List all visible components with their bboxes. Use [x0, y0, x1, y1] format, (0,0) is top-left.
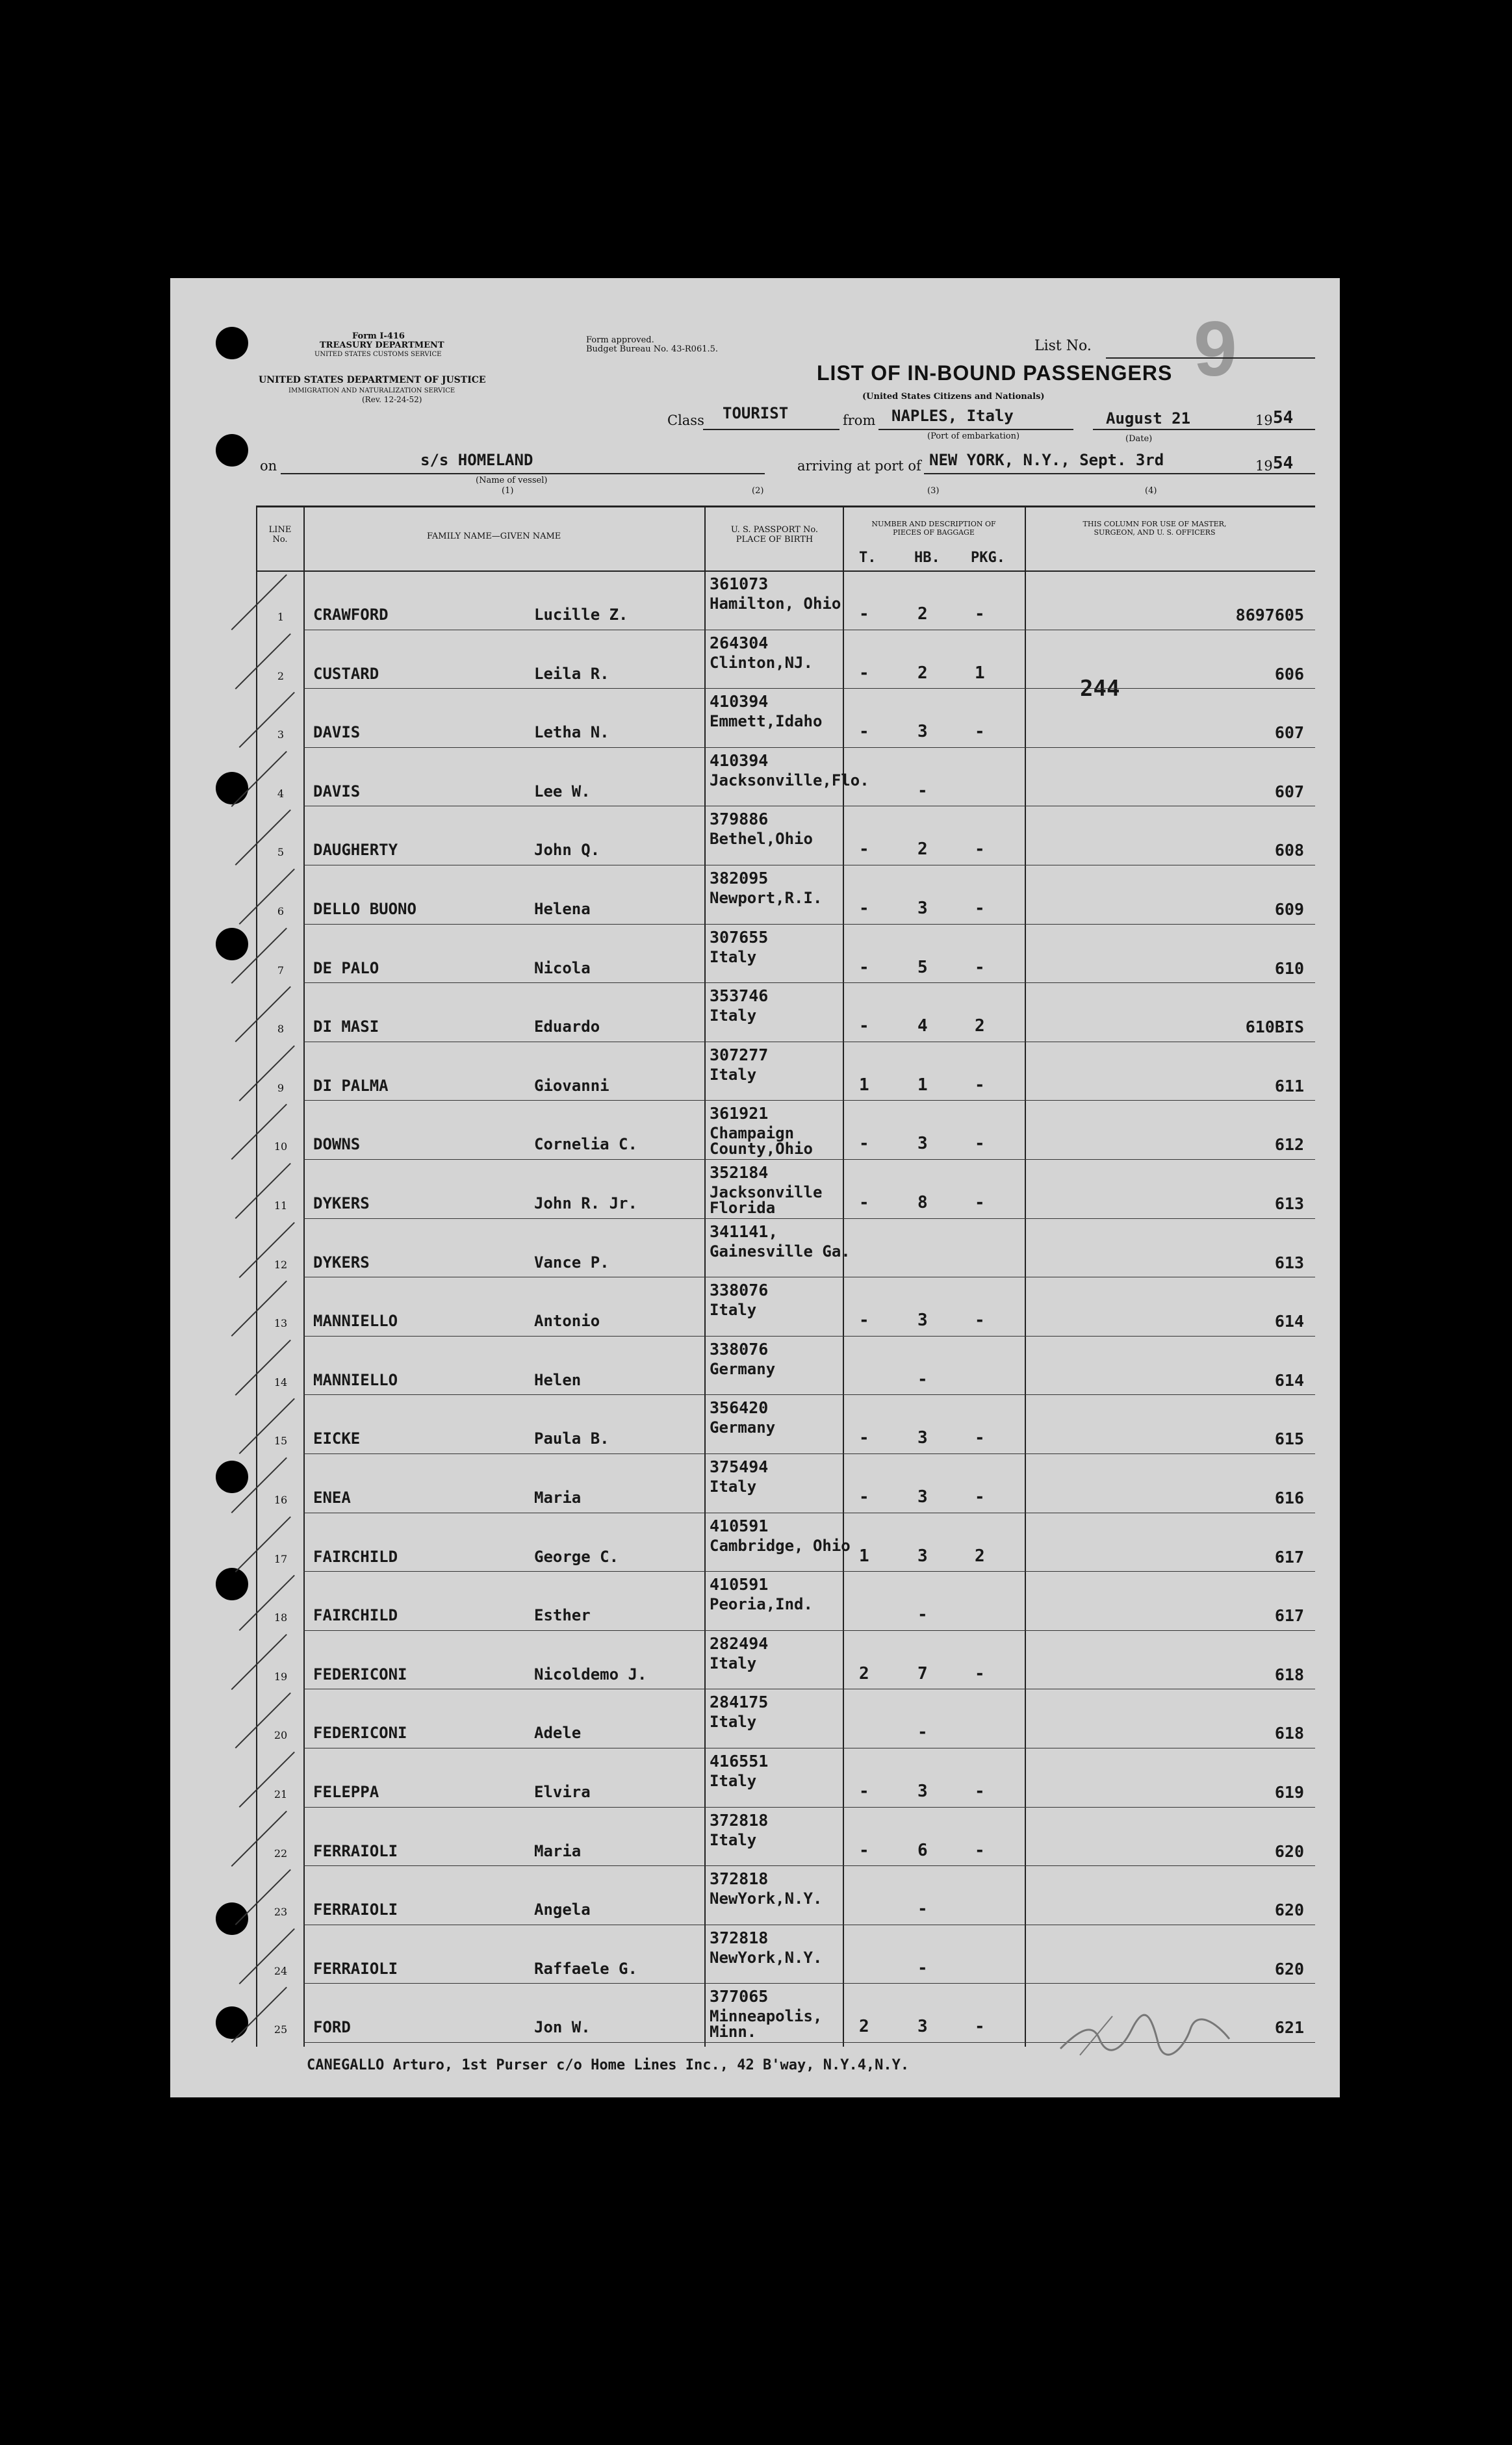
place-of-birth: Cambridge, Ohio — [710, 1536, 851, 1555]
baggage-t: 1 — [859, 1075, 869, 1095]
place-of-birth: Bethel,Ohio — [710, 830, 813, 849]
baggage-pkg: - — [975, 604, 985, 624]
baggage-pkg: - — [975, 1075, 985, 1095]
given-name: Raffaele G. — [534, 1959, 637, 1978]
annotation-244: 244 — [1080, 676, 1120, 702]
given-name: Lucille Z. — [534, 606, 628, 624]
baggage-t: - — [859, 722, 869, 742]
officer-number: 607 — [1274, 723, 1304, 743]
officer-number: 8697605 — [1235, 606, 1304, 624]
family-name: FELEPPA — [313, 1783, 379, 1801]
baggage-t: - — [859, 1016, 869, 1036]
list-number: 9 — [1194, 305, 1237, 392]
baggage-pkg: - — [975, 1840, 985, 1860]
line-number: 12 — [274, 1258, 288, 1271]
passport-number: 410394 — [710, 692, 769, 711]
baggage-t: - — [859, 1193, 869, 1212]
line-number: 15 — [274, 1435, 288, 1448]
baggage-pkg: 2 — [975, 1546, 985, 1566]
passport-number: 382095 — [710, 869, 769, 888]
given-name: Maria — [534, 1841, 582, 1860]
baggage-hb: 3 — [917, 2017, 928, 2037]
year-value: 54 — [1273, 408, 1294, 428]
officer-number: 616 — [1274, 1489, 1304, 1507]
place-of-birth: NewYork,N.Y. — [710, 1948, 823, 1967]
baggage-pkg: - — [975, 899, 985, 918]
officer-number: 617 — [1274, 1606, 1304, 1626]
signature — [1054, 2003, 1236, 2062]
given-name: Angela — [534, 1901, 591, 1919]
officer-number: 619 — [1274, 1783, 1304, 1802]
family-name: DE PALO — [313, 958, 379, 977]
officer-number: 610BIS — [1245, 1018, 1304, 1037]
baggage-t: - — [859, 1840, 869, 1860]
punch-hole — [216, 434, 248, 467]
baggage-pkg: - — [975, 1193, 985, 1212]
family-name: DAVIS — [313, 782, 361, 800]
line-number: 24 — [274, 1964, 288, 1977]
family-name: FERRAIOLI — [313, 1959, 398, 1978]
budget-bureau: Budget Bureau No. 43-R061.5. — [586, 344, 719, 354]
line-number: 13 — [274, 1317, 288, 1330]
place-of-birth: Italy — [710, 1830, 757, 1849]
place-of-birth: Gainesville Ga. — [710, 1242, 851, 1261]
baggage-hb: - — [917, 1369, 928, 1389]
officer-number: 613 — [1274, 1194, 1304, 1213]
caption-2: (2) — [752, 486, 764, 496]
line-number: 3 — [277, 728, 285, 741]
officer-number: 614 — [1274, 1370, 1304, 1390]
passport-number: 356420 — [710, 1398, 769, 1418]
dept-justice-sub: IMMIGRATION AND NATURALIZATION SERVICE — [288, 387, 455, 394]
on-label: on — [260, 458, 277, 474]
line-number: 21 — [274, 1788, 288, 1800]
punch-hole — [216, 1461, 248, 1493]
row-divider — [303, 1100, 1315, 1101]
baggage-hb: 2 — [917, 663, 928, 683]
row-divider — [303, 924, 1315, 925]
col-baggage: NUMBER AND DESCRIPTION OF PIECES OF BAGGAGE — [871, 520, 996, 537]
col-bag-hb: HB. — [914, 550, 940, 566]
passport-number: 352184 — [710, 1163, 769, 1182]
family-name: MANNIELLO — [313, 1370, 398, 1389]
passport-number: 264304 — [710, 633, 769, 652]
officer-number: 614 — [1274, 1312, 1304, 1331]
given-name: Nicoldemo J. — [534, 1665, 647, 1683]
baggage-hb: 3 — [917, 1428, 928, 1448]
given-name: Vance P. — [534, 1253, 609, 1272]
passport-number: 377065 — [710, 1987, 769, 2006]
given-name: John Q. — [534, 841, 600, 860]
place-of-birth: Peoria,Ind. — [710, 1595, 813, 1614]
place-of-birth: Minneapolis, Minn. — [710, 2007, 823, 2042]
family-name: DELLO BUONO — [313, 900, 416, 918]
baggage-hb: 3 — [917, 1546, 928, 1566]
line-number: 10 — [274, 1140, 288, 1153]
place-of-birth: Emmett,Idaho — [710, 712, 823, 731]
family-name: FAIRCHILD — [313, 1606, 398, 1625]
caption-1: (1) — [502, 486, 514, 496]
row-divider — [303, 1865, 1315, 1866]
baggage-hb: 3 — [917, 1311, 928, 1331]
baggage-pkg: - — [975, 839, 985, 860]
baggage-hb: 2 — [917, 839, 928, 860]
family-name: DYKERS — [313, 1253, 370, 1272]
place-of-birth: Germany — [710, 1418, 776, 1437]
vessel-value: s/s HOMELAND — [420, 451, 533, 469]
given-name: Helen — [534, 1370, 582, 1389]
place-of-birth: Italy — [710, 1713, 757, 1732]
family-name: MANNIELLO — [313, 1312, 398, 1331]
baggage-pkg: 1 — [975, 663, 985, 683]
passport-number: 338076 — [710, 1281, 769, 1300]
baggage-hb: 3 — [917, 1134, 928, 1154]
baggage-pkg: - — [975, 2017, 985, 2037]
given-name: Helena — [534, 900, 591, 918]
passport-number: 372818 — [710, 1810, 769, 1830]
form-number: Form I-416 — [352, 331, 405, 341]
arrival-value: NEW YORK, N.Y., Sept. 3rd — [929, 451, 1164, 469]
place-of-birth: Italy — [710, 1006, 757, 1025]
place-of-birth: Italy — [710, 1654, 757, 1672]
port-embark-caption: (Port of embarkation) — [927, 431, 1020, 441]
line-number: 19 — [274, 1670, 288, 1683]
place-of-birth: Italy — [710, 1301, 757, 1320]
col-bag-pkg: PKG. — [971, 550, 1005, 566]
baggage-pkg: - — [975, 1663, 985, 1683]
manifest-page — [170, 278, 1340, 2097]
baggage-t: - — [859, 1487, 869, 1507]
officer-number: 608 — [1274, 841, 1304, 860]
baggage-t: - — [859, 1134, 869, 1154]
col-officers: THIS COLUMN FOR USE OF MASTER, SURGEON, AND U. S. OFFICERS — [1083, 520, 1227, 537]
given-name: Esther — [534, 1606, 591, 1625]
passport-number: 372818 — [710, 1928, 769, 1947]
baggage-t: - — [859, 1428, 869, 1448]
passport-number: 361921 — [710, 1104, 769, 1123]
officer-number: 613 — [1274, 1253, 1304, 1272]
family-name: CRAWFORD — [313, 606, 389, 624]
baggage-t: 2 — [859, 1663, 869, 1683]
officer-number: 607 — [1274, 782, 1304, 801]
officer-number: 620 — [1274, 1841, 1304, 1861]
row-divider — [303, 1807, 1315, 1808]
officer-number: 612 — [1274, 1135, 1304, 1155]
line-number: 4 — [277, 787, 285, 800]
officer-number: 610 — [1274, 958, 1304, 978]
line-number: 20 — [274, 1729, 288, 1742]
place-of-birth: Italy — [710, 1478, 757, 1496]
from-label: from — [843, 413, 876, 428]
place-of-birth: Italy — [710, 1065, 757, 1084]
line-number: 2 — [277, 669, 285, 682]
passport-number: 379886 — [710, 810, 769, 829]
dept-treasury: TREASURY DEPARTMENT — [320, 340, 444, 350]
row-divider — [303, 982, 1315, 983]
given-name: Paula B. — [534, 1429, 609, 1448]
place-of-birth: Clinton,NJ. — [710, 653, 813, 672]
row-divider — [303, 1159, 1315, 1160]
line-number: 14 — [274, 1376, 288, 1389]
family-name: DI PALMA — [313, 1076, 389, 1095]
row-divider — [303, 1571, 1315, 1572]
given-name: Adele — [534, 1724, 582, 1743]
punch-hole — [216, 2006, 248, 2039]
line-number: 8 — [277, 1023, 285, 1036]
page-subtitle: (United States Citizens and Nationals) — [862, 392, 1045, 402]
baggage-pkg: - — [975, 1487, 985, 1507]
baggage-hb: 8 — [917, 1193, 928, 1212]
row-divider — [303, 1983, 1315, 1984]
class-label: Class — [667, 413, 704, 428]
class-value: TOURIST — [723, 404, 789, 422]
given-name: John R. Jr. — [534, 1194, 637, 1212]
punch-hole — [216, 772, 248, 804]
passport-number: 307277 — [710, 1045, 769, 1064]
row-divider — [303, 688, 1315, 689]
baggage-hb: 3 — [917, 899, 928, 918]
arrival-year: 54 — [1273, 454, 1294, 473]
punch-hole — [216, 327, 248, 359]
line-number: 25 — [274, 2023, 288, 2036]
officer-number: 609 — [1274, 900, 1304, 919]
line-number: 5 — [277, 846, 285, 859]
given-name: Letha N. — [534, 723, 609, 742]
passport-number: 416551 — [710, 1752, 769, 1771]
family-name: EICKE — [313, 1429, 361, 1448]
form-approved: Form approved. — [586, 335, 654, 345]
baggage-t: 1 — [859, 1546, 869, 1566]
baggage-pkg: - — [975, 722, 985, 742]
baggage-t: - — [859, 957, 869, 977]
family-name: DAVIS — [313, 723, 361, 742]
baggage-hb: - — [917, 1958, 928, 1978]
officer-number: 617 — [1274, 1547, 1304, 1567]
baggage-hb: - — [917, 1899, 928, 1919]
passport-number: 341141, — [710, 1222, 778, 1241]
officer-number: 615 — [1274, 1429, 1304, 1449]
line-number: 1 — [277, 611, 285, 623]
passport-number: 282494 — [710, 1633, 769, 1653]
given-name: Maria — [534, 1489, 582, 1507]
baggage-pkg: - — [975, 1782, 985, 1801]
punch-hole — [216, 1568, 248, 1600]
passport-number: 410591 — [710, 1575, 769, 1594]
line-number: 16 — [274, 1494, 288, 1506]
officer-number: 618 — [1274, 1665, 1304, 1684]
officer-number: 618 — [1274, 1724, 1304, 1743]
baggage-hb: 1 — [917, 1075, 928, 1095]
family-name: FEDERICONI — [313, 1724, 407, 1743]
date-value: August 21 — [1106, 409, 1191, 428]
arriving-label: arriving at port of — [797, 458, 921, 474]
baggage-hb: 3 — [917, 1782, 928, 1801]
footer-purser: CANEGALLO Arturo, 1st Purser c/o Home Lines Inc., 42 B'way, N.Y.4,N.Y. — [307, 2057, 910, 2073]
baggage-hb: 7 — [917, 1663, 928, 1683]
given-name: Elvira — [534, 1783, 591, 1801]
given-name: Antonio — [534, 1312, 600, 1331]
baggage-t: - — [859, 1782, 869, 1801]
line-number: 7 — [277, 964, 285, 977]
family-name: FERRAIOLI — [313, 1901, 398, 1919]
dept-treasury-sub: UNITED STATES CUSTOMS SERVICE — [314, 351, 442, 358]
year-prefix: 19 — [1255, 413, 1273, 428]
baggage-t: - — [859, 839, 869, 860]
baggage-t: - — [859, 604, 869, 624]
family-name: CUSTARD — [313, 664, 379, 683]
col-passport: U. S. PASSPORT No. PLACE OF BIRTH — [730, 525, 819, 544]
place-of-birth: Hamilton, Ohio — [710, 595, 841, 613]
passport-number: 361073 — [710, 574, 769, 593]
place-of-birth: Italy — [710, 947, 757, 966]
dept-justice: UNITED STATES DEPARTMENT OF JUSTICE — [259, 375, 486, 385]
passport-number: 338076 — [710, 1339, 769, 1359]
row-divider — [303, 1630, 1315, 1631]
passport-number: 307655 — [710, 927, 769, 947]
passport-number: 410591 — [710, 1516, 769, 1535]
place-of-birth: Jacksonville Florida — [710, 1183, 823, 1217]
arrival-year-prefix: 19 — [1255, 458, 1273, 474]
row-divider — [303, 1453, 1315, 1454]
baggage-hb: 4 — [917, 1016, 928, 1036]
caption-4: (4) — [1145, 486, 1157, 496]
place-of-birth: Champaign County,Ohio — [710, 1124, 813, 1158]
family-name: DYKERS — [313, 1194, 370, 1212]
baggage-hb: - — [917, 1605, 928, 1625]
baggage-hb: 5 — [917, 957, 928, 977]
family-name: DOWNS — [313, 1135, 361, 1154]
place-of-birth: Jacksonville,Flo. — [710, 771, 869, 789]
line-number: 11 — [274, 1199, 288, 1212]
baggage-t: 2 — [859, 2017, 869, 2037]
revision: (Rev. 12-24-52) — [362, 395, 422, 404]
baggage-hb: 3 — [917, 722, 928, 742]
col-line-no: LINE No. — [268, 525, 292, 544]
vessel-caption: (Name of vessel) — [476, 476, 548, 485]
officer-number: 620 — [1274, 1901, 1304, 1920]
family-name: DAUGHERTY — [313, 841, 398, 860]
line-number: 18 — [274, 1611, 288, 1624]
given-name: Giovanni — [534, 1076, 609, 1095]
row-divider — [303, 1336, 1315, 1337]
passport-number: 353746 — [710, 986, 769, 1006]
list-no-label: List No. — [1034, 338, 1092, 354]
baggage-t: - — [859, 899, 869, 918]
baggage-pkg: - — [975, 1311, 985, 1331]
from-value: NAPLES, Italy — [891, 407, 1014, 425]
baggage-hb: 6 — [917, 1840, 928, 1860]
col-bag-t: T. — [859, 550, 877, 566]
baggage-hb: 3 — [917, 1487, 928, 1507]
baggage-pkg: - — [975, 957, 985, 977]
baggage-pkg: - — [975, 1134, 985, 1154]
line-number: 23 — [274, 1906, 288, 1919]
given-name: Eduardo — [534, 1018, 600, 1036]
row-divider — [303, 747, 1315, 748]
place-of-birth: Italy — [710, 1772, 757, 1790]
baggage-hb: - — [917, 780, 928, 800]
place-of-birth: Germany — [710, 1359, 776, 1378]
baggage-hb: - — [917, 1722, 928, 1743]
family-name: FAIRCHILD — [313, 1547, 398, 1566]
line-number: 9 — [277, 1081, 285, 1094]
date-caption: (Date) — [1125, 434, 1153, 444]
given-name: Cornelia C. — [534, 1135, 637, 1154]
line-number: 22 — [274, 1847, 288, 1860]
passport-number: 284175 — [710, 1693, 769, 1712]
family-name: DI MASI — [313, 1018, 379, 1036]
baggage-pkg: - — [975, 1428, 985, 1448]
col-name: FAMILY NAME—GIVEN NAME — [427, 531, 561, 541]
baggage-t: - — [859, 1311, 869, 1331]
line-number: 6 — [277, 905, 285, 917]
officer-number: 611 — [1274, 1076, 1304, 1095]
punch-hole — [216, 1902, 248, 1935]
passport-number: 375494 — [710, 1457, 769, 1476]
given-name: Leila R. — [534, 664, 609, 683]
given-name: Jon W. — [534, 2018, 591, 2037]
baggage-t: - — [859, 663, 869, 683]
row-divider — [303, 1218, 1315, 1219]
given-name: Lee W. — [534, 782, 591, 800]
given-name: Nicola — [534, 958, 591, 977]
family-name: FEDERICONI — [313, 1665, 407, 1683]
officer-number: 606 — [1274, 664, 1304, 684]
officer-number: 620 — [1274, 1959, 1304, 1978]
officer-number: 621 — [1274, 2018, 1304, 2038]
given-name: George C. — [534, 1547, 619, 1566]
punch-hole — [216, 928, 248, 960]
family-name: FERRAIOLI — [313, 1841, 398, 1860]
baggage-hb: 2 — [917, 604, 928, 624]
line-number: 17 — [274, 1552, 288, 1565]
family-name: ENEA — [313, 1489, 351, 1507]
baggage-pkg: 2 — [975, 1016, 985, 1036]
family-name: FORD — [313, 2018, 351, 2037]
page-title: LIST OF IN-BOUND PASSENGERS — [817, 361, 1173, 385]
caption-3: (3) — [927, 486, 940, 496]
row-divider — [303, 1394, 1315, 1395]
passport-number: 372818 — [710, 1869, 769, 1889]
place-of-birth: NewYork,N.Y. — [710, 1889, 823, 1908]
passport-number: 410394 — [710, 750, 769, 770]
place-of-birth: Newport,R.I. — [710, 889, 823, 907]
